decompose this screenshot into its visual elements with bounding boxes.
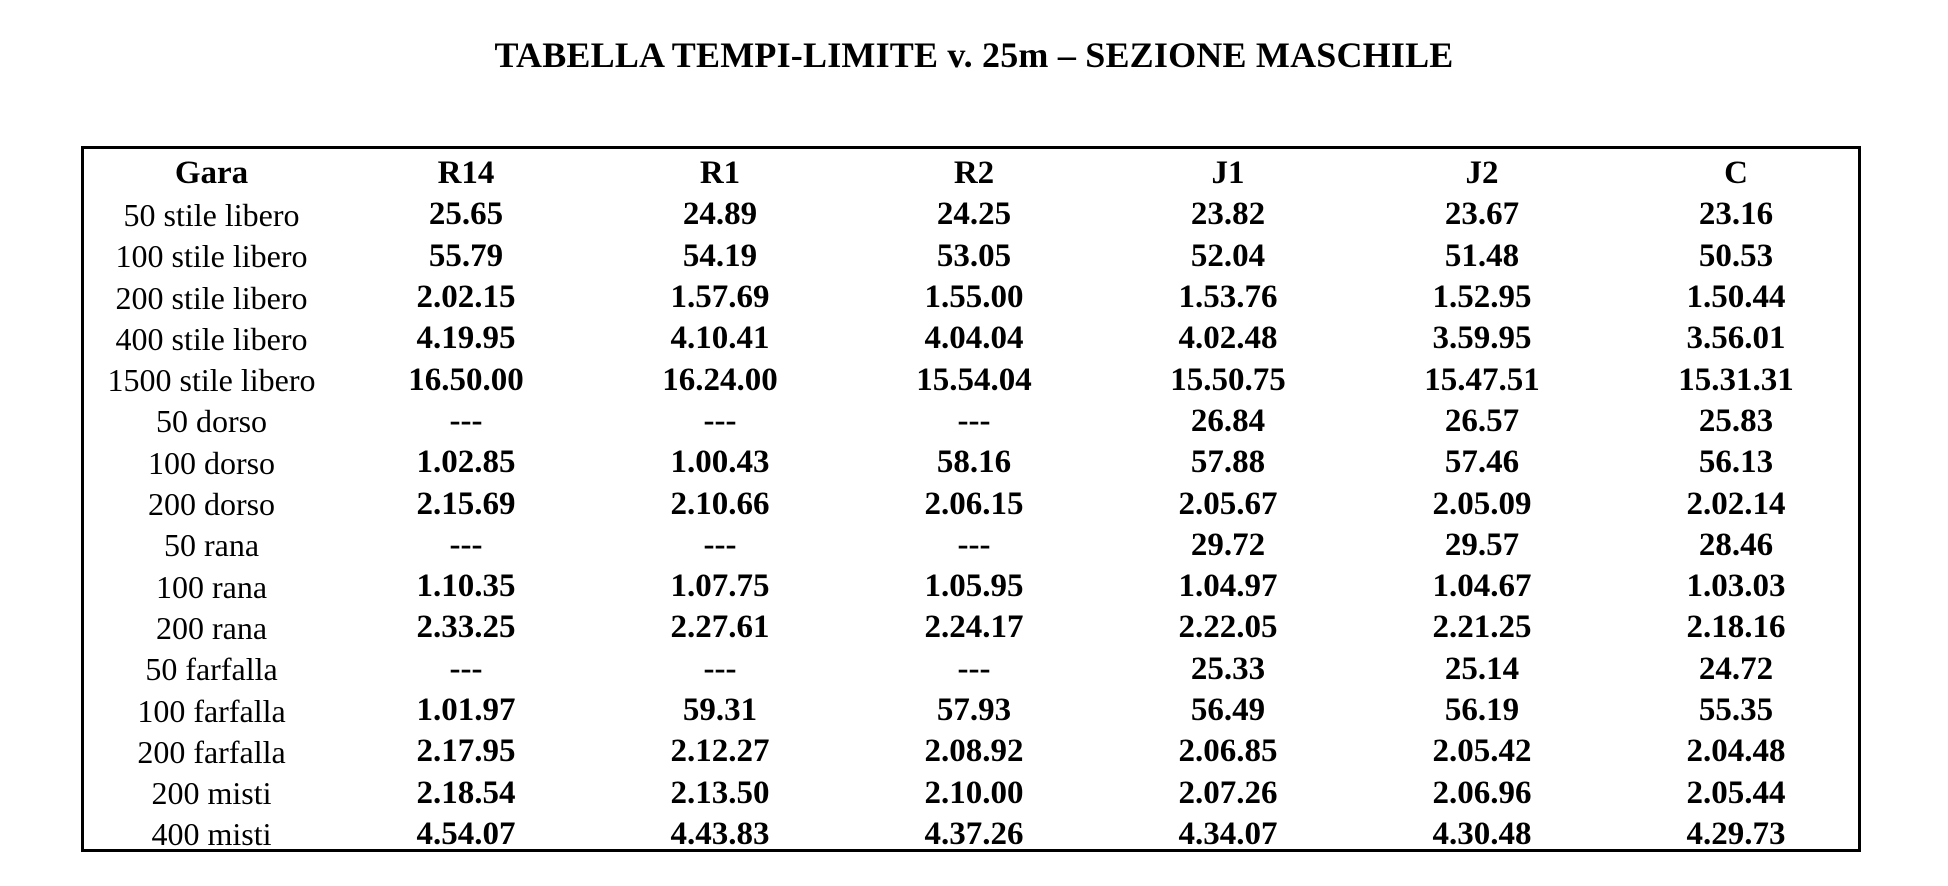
table-row — [84, 194, 1863, 235]
event-name-cell: 400 misti — [151, 816, 272, 853]
time-limit-cell: 57.93 — [936, 692, 1012, 728]
time-limit-cell: 2.15.69 — [416, 485, 516, 522]
event-name-cell: 100 farfalla — [137, 692, 286, 729]
table-row — [84, 525, 1863, 566]
time-limit-cell: 2.27.61 — [670, 609, 770, 646]
time-limit-cell: 2.04.48 — [1686, 733, 1786, 770]
time-limit-cell: 1.00.43 — [670, 444, 770, 481]
time-limit-cell: 1.57.69 — [670, 279, 770, 316]
event-name-cell: 200 farfalla — [137, 733, 286, 770]
time-limit-cell: 2.06.96 — [1432, 774, 1532, 811]
time-limit-cell: 2.05.42 — [1432, 733, 1532, 770]
time-limit-cell: 4.37.26 — [924, 815, 1024, 852]
time-limit-cell: 55.35 — [1698, 692, 1774, 728]
column-header-j1: J1 — [1211, 155, 1245, 192]
time-limit-cell: 50.53 — [1698, 237, 1774, 274]
time-limit-cell: 51.48 — [1444, 237, 1520, 274]
event-name-cell: 1500 stile libero — [107, 362, 316, 399]
time-limit-cell: 16.50.00 — [408, 361, 524, 398]
time-limit-cell: 1.04.67 — [1432, 568, 1532, 605]
time-limit-cell: 29.72 — [1190, 526, 1266, 563]
time-limit-cell: 2.13.50 — [670, 774, 770, 811]
event-name-cell: 200 misti — [151, 775, 272, 812]
table-row — [84, 772, 1863, 813]
time-limit-cell: --- — [703, 526, 737, 563]
table-row — [84, 483, 1863, 524]
table-row — [84, 401, 1863, 442]
time-limit-cell: 2.10.66 — [670, 485, 770, 522]
time-limit-cell: 23.67 — [1444, 196, 1520, 233]
time-limit-cell: 2.24.17 — [924, 609, 1024, 646]
time-limit-cell: 2.10.00 — [924, 774, 1024, 811]
time-limit-cell: 4.54.07 — [416, 815, 516, 852]
time-limit-cell: 2.06.85 — [1178, 733, 1278, 770]
time-limit-cell: 23.16 — [1698, 196, 1774, 233]
time-limit-cell: 4.30.48 — [1432, 815, 1532, 852]
time-limit-cell: 1.52.95 — [1432, 279, 1532, 316]
time-limit-cell: 59.31 — [682, 692, 758, 728]
time-limit-cell: --- — [957, 402, 991, 439]
time-limit-cell: 1.53.76 — [1178, 279, 1278, 316]
time-limit-cell: 4.02.48 — [1178, 320, 1278, 357]
table-row — [84, 731, 1863, 772]
page-title: TABELLA TEMPI-LIMITE v. 25m – SEZIONE MASCHILE — [494, 35, 1454, 75]
time-limit-cell: 4.29.73 — [1686, 815, 1786, 852]
time-limit-cell: 25.33 — [1190, 650, 1266, 687]
table-row — [84, 690, 1863, 731]
time-limit-cell: 4.34.07 — [1178, 815, 1278, 852]
table-row — [84, 318, 1863, 359]
time-limit-cell: 1.55.00 — [924, 279, 1024, 316]
time-limit-cell: 56.49 — [1190, 692, 1266, 728]
event-name-cell: 50 farfalla — [145, 651, 278, 688]
time-limit-cell: 53.05 — [936, 237, 1012, 274]
column-header-r2: R2 — [953, 155, 995, 192]
time-limit-cell: 28.46 — [1698, 526, 1774, 563]
table-row — [84, 236, 1863, 277]
time-limit-cell: 1.01.97 — [416, 692, 516, 728]
time-limit-cell: 26.57 — [1444, 402, 1520, 439]
time-limit-cell: 56.19 — [1444, 692, 1520, 728]
event-name-cell: 200 rana — [155, 609, 268, 646]
table-header-row — [84, 153, 1863, 194]
event-name-cell: 50 rana — [163, 527, 260, 564]
time-limit-cell: 4.19.95 — [416, 320, 516, 357]
time-limit-cell: 24.89 — [682, 196, 758, 233]
time-limit-cell: 2.06.15 — [924, 485, 1024, 522]
time-limit-cell: 2.33.25 — [416, 609, 516, 646]
table-row — [84, 359, 1863, 400]
time-limit-cell: 24.25 — [936, 196, 1012, 233]
event-name-cell: 50 dorso — [155, 403, 268, 440]
event-name-cell: 400 stile libero — [115, 320, 308, 357]
time-limit-cell: 2.18.16 — [1686, 609, 1786, 646]
time-limit-cell: 2.05.09 — [1432, 485, 1532, 522]
time-limit-cell: 2.05.67 — [1178, 485, 1278, 522]
time-limit-cell: 1.04.97 — [1178, 568, 1278, 605]
table-row — [84, 442, 1863, 483]
time-limit-cell: 2.21.25 — [1432, 609, 1532, 646]
table-row — [84, 277, 1863, 318]
column-header-gara: Gara — [174, 155, 249, 192]
time-limit-cell: --- — [703, 402, 737, 439]
time-limit-cell: 4.10.41 — [670, 320, 770, 357]
time-limit-cell: 58.16 — [936, 444, 1012, 481]
column-header-j2: J2 — [1465, 155, 1499, 192]
time-limit-cell: 56.13 — [1698, 444, 1774, 481]
time-limit-cell: 23.82 — [1190, 196, 1266, 233]
time-limit-cell: 15.50.75 — [1170, 361, 1286, 398]
event-name-cell: 100 rana — [155, 568, 268, 605]
time-limit-cell: 57.88 — [1190, 444, 1266, 481]
time-limit-cell: 25.14 — [1444, 650, 1520, 687]
time-limits-table-frame — [81, 146, 1861, 852]
time-limit-cell: 1.02.85 — [416, 444, 516, 481]
time-limit-cell: 4.43.83 — [670, 815, 770, 852]
time-limit-cell: 3.59.95 — [1432, 320, 1532, 357]
table-body — [84, 194, 1863, 855]
time-limit-cell: 15.31.31 — [1678, 361, 1794, 398]
time-limit-cell: 16.24.00 — [662, 361, 778, 398]
table-row — [84, 814, 1863, 855]
time-limit-cell: 2.02.15 — [416, 279, 516, 316]
column-header-r14: R14 — [437, 155, 495, 192]
time-limit-cell: 1.07.75 — [670, 568, 770, 605]
time-limit-cell: 1.10.35 — [416, 568, 516, 605]
time-limit-cell: 1.50.44 — [1686, 279, 1786, 316]
time-limit-cell: 1.05.95 — [924, 568, 1024, 605]
table-row — [84, 566, 1863, 607]
event-name-cell: 200 stile libero — [115, 279, 308, 316]
column-header-c: C — [1724, 155, 1748, 192]
event-name-cell: 50 stile libero — [123, 196, 300, 233]
time-limit-cell: 54.19 — [682, 237, 758, 274]
time-limit-cell: --- — [449, 526, 483, 563]
time-limit-cell: 24.72 — [1698, 650, 1774, 687]
time-limit-cell: 15.54.04 — [916, 361, 1032, 398]
time-limit-cell: --- — [957, 526, 991, 563]
time-limit-cell: 1.03.03 — [1686, 568, 1786, 605]
time-limit-cell: 2.05.44 — [1686, 774, 1786, 811]
table-row — [84, 607, 1863, 648]
time-limit-cell: 3.56.01 — [1686, 320, 1786, 357]
time-limit-cell: 26.84 — [1190, 402, 1266, 439]
time-limit-cell: 25.65 — [428, 196, 504, 233]
time-limit-cell: 2.12.27 — [670, 733, 770, 770]
time-limit-cell: 2.22.05 — [1178, 609, 1278, 646]
time-limit-cell: --- — [449, 650, 483, 687]
event-name-cell: 200 dorso — [147, 486, 276, 523]
time-limit-cell: 29.57 — [1444, 526, 1520, 563]
time-limit-cell: 15.47.51 — [1424, 361, 1540, 398]
time-limit-cell: 25.83 — [1698, 402, 1774, 439]
event-name-cell: 100 stile libero — [115, 238, 308, 275]
column-header-r1: R1 — [699, 155, 741, 192]
event-name-cell: 100 dorso — [147, 444, 276, 481]
time-limit-cell: 52.04 — [1190, 237, 1266, 274]
time-limit-cell: --- — [449, 402, 483, 439]
time-limit-cell: --- — [957, 650, 991, 687]
time-limit-cell: 2.18.54 — [416, 774, 516, 811]
time-limit-cell: --- — [703, 650, 737, 687]
time-limit-cell: 2.08.92 — [924, 733, 1024, 770]
time-limit-cell: 2.17.95 — [416, 733, 516, 770]
time-limit-cell: 2.02.14 — [1686, 485, 1786, 522]
time-limit-cell: 55.79 — [428, 237, 504, 274]
time-limit-cell: 4.04.04 — [924, 320, 1024, 357]
table-row — [84, 649, 1863, 690]
time-limit-cell: 2.07.26 — [1178, 774, 1278, 811]
time-limit-cell: 57.46 — [1444, 444, 1520, 481]
time-limits-table — [84, 153, 1863, 855]
